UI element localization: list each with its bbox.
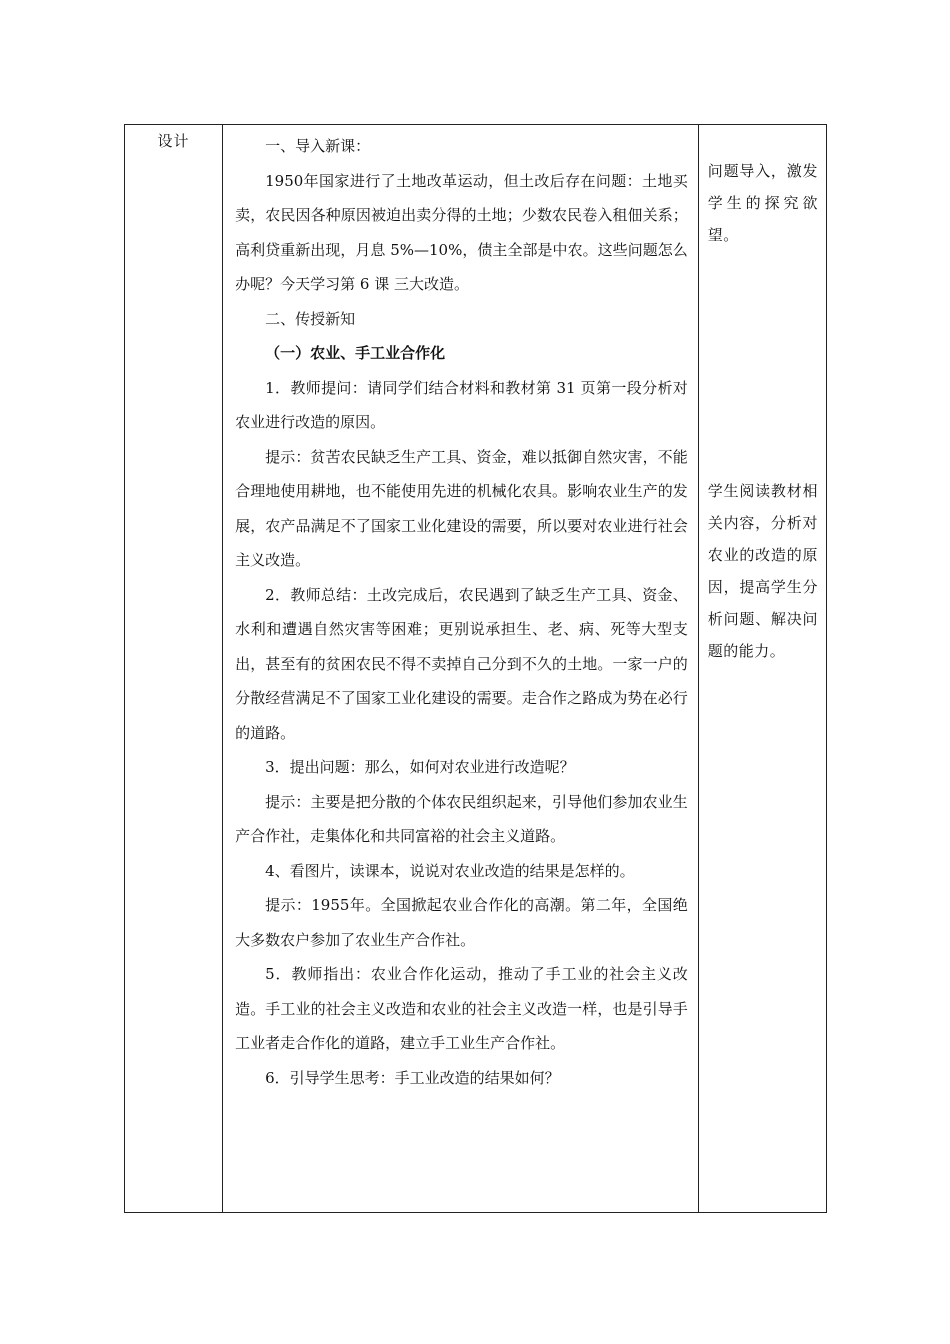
paragraph-hint-3: 提示：主要是把分散的个体农民组织起来，引导他们参加农业生产合作社，走集体化和共同富裕的社会主义道路。 <box>235 792 688 845</box>
row-label-cell <box>125 125 223 1213</box>
paragraph-summary-2: 2．教师总结：土改完成后，农民遇到了缺乏生产工具、资金、水利和遭遇自然灾害等困难；更别说承担生、老、病、死等大型支出，甚至有的贫困农民不得不卖掉自己分到不久的土地。一家一户的分散经营满足不了国家工业化建设的需要。走合作之路成为势在必行的道路。 <box>235 585 688 742</box>
lesson-plan-table <box>124 124 827 1213</box>
paragraph-question-6: 6．引导学生思考：手工业改造的结果如何？ <box>265 1068 560 1087</box>
teaching-process-cell <box>223 125 699 1213</box>
paragraph-hint-4: 提示：1955年。全国掀起农业合作化的高潮。第二年，全国绝大多数农户参加了农业生产合作社。 <box>235 896 688 949</box>
design-note-2: 学生阅读教材相关内容，分析对农业的改造的原因，提高学生分析问题、解决问题的能力。 <box>707 482 818 660</box>
paragraph-hint-1: 提示：贫苦农民缺乏生产工具、资金，难以抵御自然灾害，不能合理地使用耕地，也不能使用先进的机械化农具。影响农业生产的发展，农产品满足不了国家工业化建设的需要，所以要对农业进行社会主义改造。 <box>235 447 688 569</box>
paragraph-intro-heading: 一、导入新课： <box>265 137 371 155</box>
design-intent-cell <box>698 125 826 1213</box>
section-heading: （一）农业、手工业合作化 <box>265 344 446 362</box>
paragraph-activity-4: 4、看图片，读课本，说说对农业改造的结果是怎样的。 <box>265 861 635 880</box>
row-label: 设计 <box>157 132 190 150</box>
paragraph-point-5: 5．教师指出：农业合作化运动，推动了手工业的社会主义改造。手工业的社会主义改造和农业的社会主义改造一样，也是引导手工业者走合作化的道路，建立手工业生产合作社。 <box>235 965 688 1052</box>
paragraph-question-3: 3．提出问题：那么，如何对农业进行改造呢？ <box>265 758 575 776</box>
paragraph-intro: 1950年国家进行了土地改革运动，但土改后存在问题：土地买卖，农民因各种原因被迫出卖分得的土地；少数农民卷入租佃关系；高利贷重新出现，月息 5%—10%，债主全部是中农。这些问题怎么办呢？今天学习第 6 课 三大改造。 <box>235 171 688 293</box>
design-note-1: 问题导入，激发学生的探究欲望。 <box>707 162 818 244</box>
table-row <box>125 125 827 1213</box>
paragraph-question-1: 1．教师提问：请同学们结合材料和教材第 31 页第一段分析对农业进行改造的原因。 <box>235 378 688 431</box>
paragraph-new-knowledge-heading: 二、传授新知 <box>265 309 356 328</box>
